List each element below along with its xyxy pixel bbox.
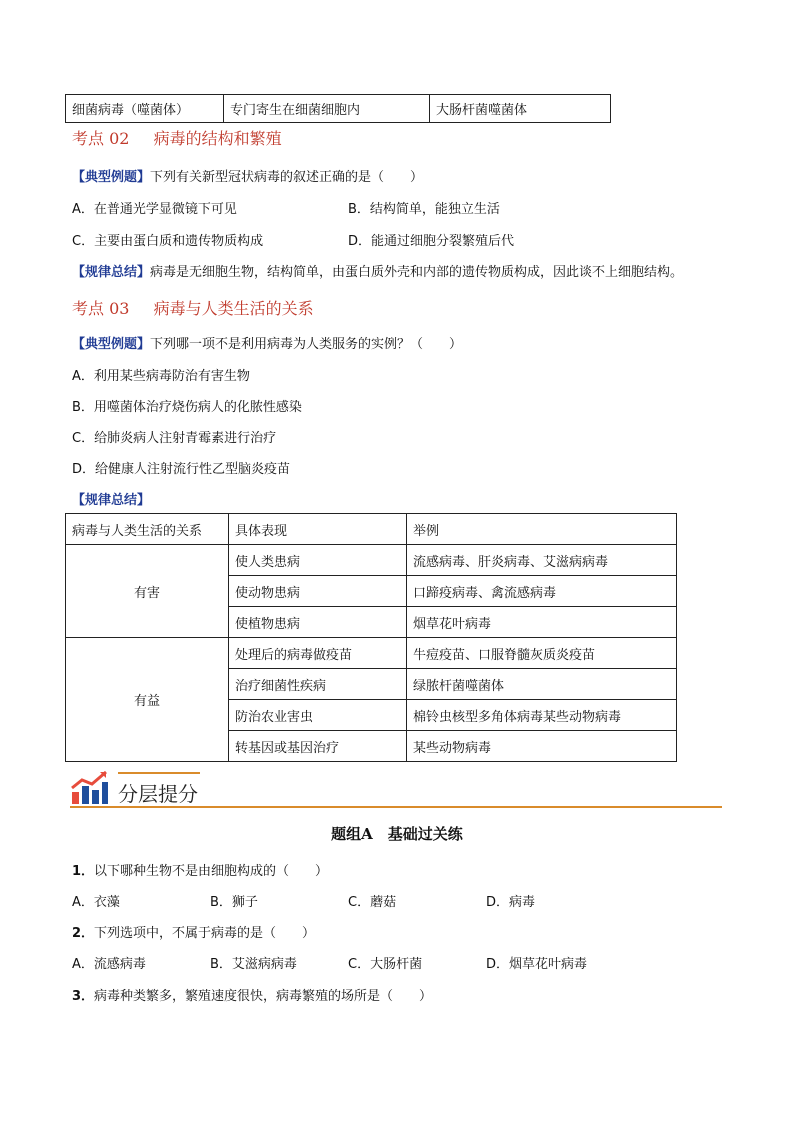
table-cell: 流感病毒、肝炎病毒、艾滋病病毒 — [407, 545, 677, 576]
example-question — [72, 166, 423, 185]
table-row — [66, 545, 677, 576]
option-d: D．病毒 — [486, 895, 536, 910]
table-cell: 使动物患病 — [229, 576, 407, 607]
table-row — [66, 95, 611, 123]
category-cell-beneficial: 有益 — [66, 638, 229, 762]
bar-chart-icon — [70, 770, 110, 806]
heading-text: 病毒的结构和繁殖 — [153, 129, 282, 148]
table-cell: 防治农业害虫 — [229, 700, 407, 731]
table-cell: 烟草花叶病毒 — [407, 607, 677, 638]
table-cell: 使植物患病 — [229, 607, 407, 638]
option-a: A．利用某些病毒防治有害生物 — [72, 369, 250, 384]
table-cell: 转基因或基因治疗 — [229, 731, 407, 762]
option-b: B．结构简单，能独立生活 — [348, 202, 500, 217]
option-b: B．用噬菌体治疗烧伤病人的化脓性感染 — [72, 400, 302, 415]
option-d: D．烟草花叶病毒 — [486, 957, 588, 972]
table-header: 具体表现 — [229, 514, 407, 545]
table-cell: 细菌病毒（噬菌体） — [66, 95, 224, 123]
option-a: A．衣藻 — [72, 895, 120, 910]
heading-number: 考点 03 — [72, 299, 130, 318]
question-text: 下列哪一项不是利用病毒为人类服务的实例？（ ） — [150, 337, 463, 352]
summary-tag: 【规律总结】 — [72, 493, 151, 508]
table-cell: 绿脓杆菌噬菌体 — [407, 669, 677, 700]
table-cell: 治疗细菌性疾病 — [229, 669, 407, 700]
option-b: B．艾滋病病毒 — [210, 957, 297, 972]
question-text: 以下哪种生物不是由细胞构成的（ ） — [94, 864, 329, 879]
summary-tag: 【规律总结】 — [72, 265, 151, 280]
question-number: 1． — [72, 864, 95, 879]
banner-title: 分层提分 — [118, 782, 198, 806]
option-c: C．给肺炎病人注射青霉素进行治疗 — [72, 431, 277, 446]
question-number: 2． — [72, 926, 95, 941]
heading-text: 病毒与人类生活的关系 — [153, 299, 314, 318]
section-heading-02 — [72, 126, 282, 149]
table-cell: 口蹄疫病毒、禽流感病毒 — [407, 576, 677, 607]
relation-table — [65, 513, 677, 762]
table-header: 病毒与人类生活的关系 — [66, 514, 229, 545]
table-header: 举例 — [407, 514, 677, 545]
table-cell: 专门寄生在细菌细胞内 — [224, 95, 430, 123]
option-a: A．在普通光学显微镜下可见 — [72, 202, 237, 217]
option-c: C．主要由蛋白质和遗传物质构成 — [72, 234, 264, 249]
group-title: 题组A 基础过关练 — [331, 825, 463, 843]
option-d: D．给健康人注射流行性乙型脑炎疫苗 — [72, 462, 291, 477]
heading-number: 考点 02 — [72, 129, 130, 148]
table-cell: 牛痘疫苗、口服脊髓灰质炎疫苗 — [407, 638, 677, 669]
example-tag: 【典型例题】 — [72, 170, 151, 185]
option-d: D．能通过细胞分裂繁殖后代 — [348, 234, 515, 249]
banner-underline — [70, 806, 722, 808]
summary-text: 病毒是无细胞生物，结构简单，由蛋白质外壳和内部的遗传物质构成，因此谈不上细胞结构。 — [150, 265, 684, 280]
table-cell: 大肠杆菌噬菌体 — [430, 95, 611, 123]
question-3 — [72, 985, 432, 1004]
table-cell: 使人类患病 — [229, 545, 407, 576]
question-number: 3． — [72, 989, 95, 1004]
question-2 — [72, 922, 315, 941]
table-row — [66, 638, 677, 669]
table-cell: 处理后的病毒做疫苗 — [229, 638, 407, 669]
table-header-row — [66, 514, 677, 545]
question-1 — [72, 860, 328, 879]
summary — [72, 261, 683, 280]
section-banner — [70, 770, 722, 810]
question-text: 下列有关新型冠状病毒的叙述正确的是（ ） — [150, 170, 424, 185]
example-tag: 【典型例题】 — [72, 337, 151, 352]
question-text: 下列选项中，不属于病毒的是（ ） — [94, 926, 316, 941]
option-c: C．蘑菇 — [348, 895, 397, 910]
question-text: 病毒种类繁多，繁殖速度很快，病毒繁殖的场所是（ ） — [94, 989, 433, 1004]
top-table — [65, 94, 611, 123]
table-cell: 某些动物病毒 — [407, 731, 677, 762]
option-b: B．狮子 — [210, 895, 258, 910]
option-a: A．流感病毒 — [72, 957, 146, 972]
option-c: C．大肠杆菌 — [348, 957, 423, 972]
banner-top-line — [118, 772, 200, 774]
table-cell: 棉铃虫核型多角体病毒某些动物病毒 — [407, 700, 677, 731]
example-question — [72, 333, 462, 352]
section-heading-03 — [72, 296, 314, 319]
category-cell-harmful: 有害 — [66, 545, 229, 638]
